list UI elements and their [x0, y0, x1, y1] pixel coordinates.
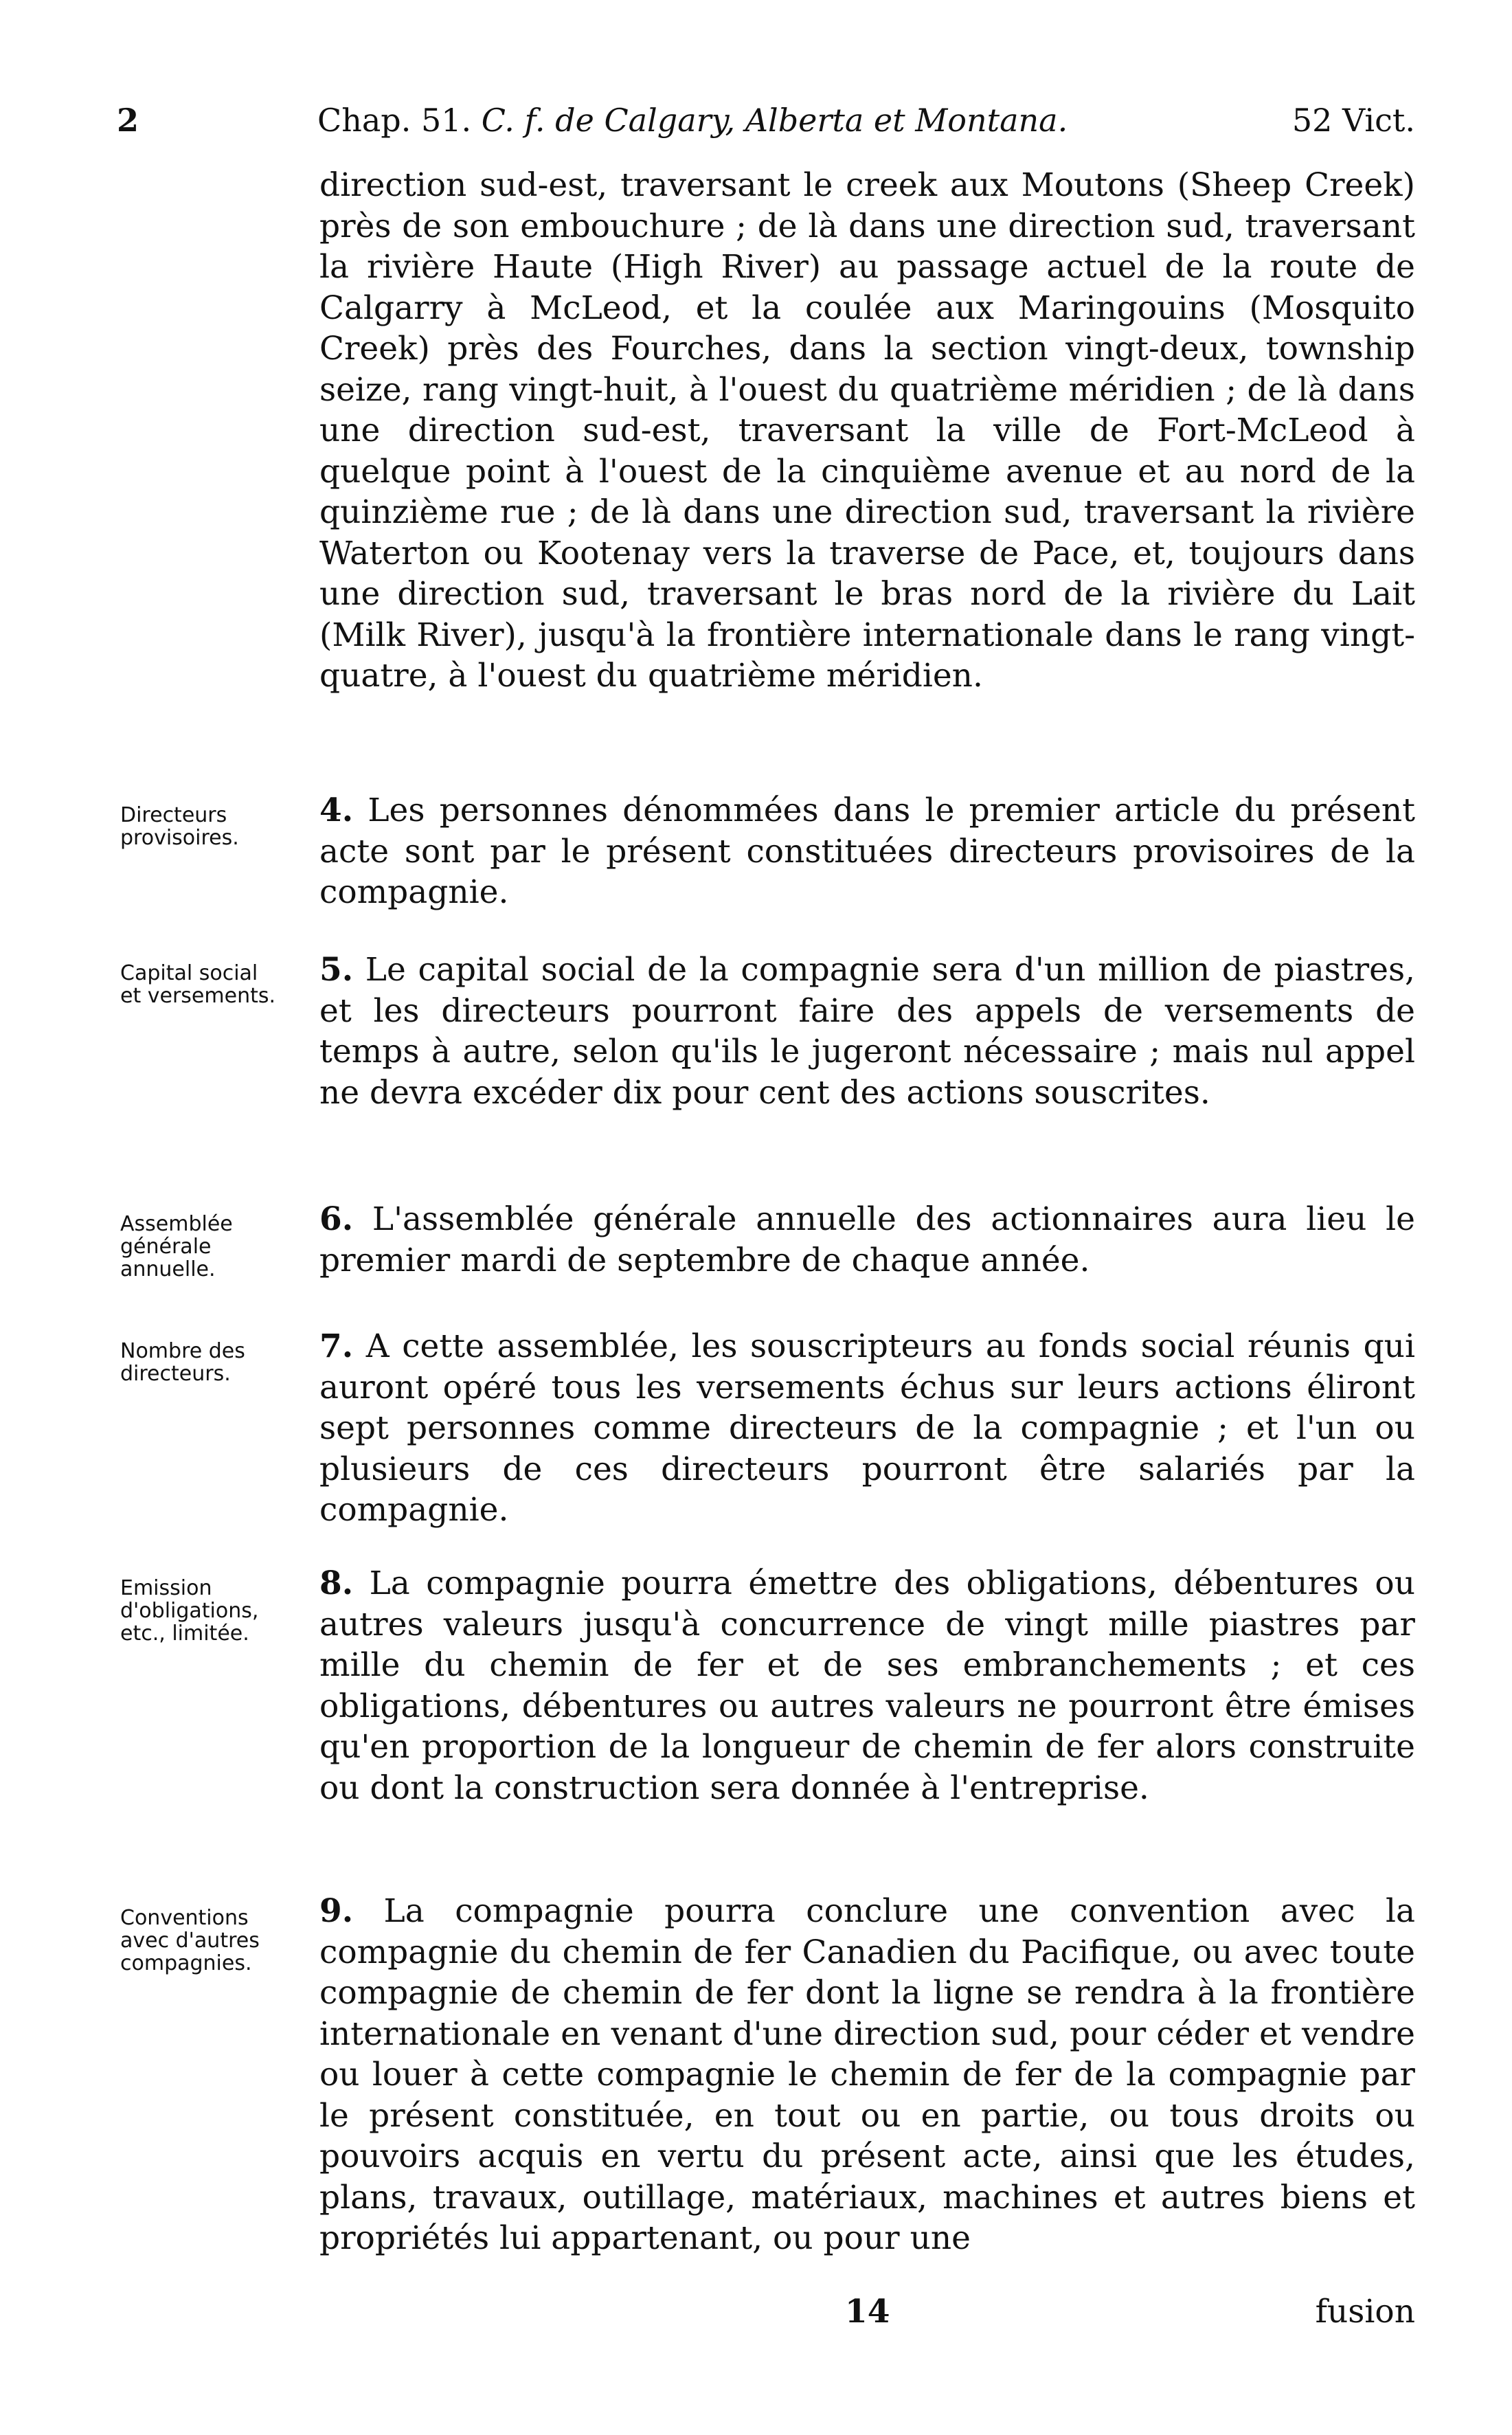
margin-note-assemblee: Assemblée générale annuelle. [120, 1212, 233, 1281]
margin-note-conventions: Conventions avec d'autres compagnies. [120, 1906, 260, 1975]
section-text: L'assemblée générale annuelle des actionnaires aura lieu le premier mardi de septembre de chaque année. [319, 1200, 1415, 1279]
section-text: La compagnie pourra émettre des obligations, débentures ou autres valeurs jusqu'à concurrence de vingt mille piastres par mille du chemin de fer et de ses embranchements ; et ces obligations, débentures ou autres valeurs ne pourront être émises qu'en proportion de la longueur de chemin de fer alors construite ou dont la construction sera donnée à l'entreprise. [319, 1564, 1415, 1807]
section-6 [319, 1199, 1415, 1281]
header-title-line [317, 96, 1068, 144]
page-number: 2 [117, 102, 139, 139]
section-7 [319, 1326, 1415, 1531]
section-text: A cette assemblée, les souscripteurs au fonds social réunis qui auront opéré tous les versements échus sur leurs actions éliront sept personnes comme directeurs de la compagnie ; et l'un ou plusieurs de ces directeurs pourront être salariés par la compagnie. [319, 1327, 1415, 1529]
section-number: 4. [319, 792, 354, 829]
section-text: La compagnie pourra conclure une convention avec la compagnie du chemin de fer Canadien du Pacifique, ou avec toute compagnie de chemin de fer dont la ligne se rendra à la frontière internationale en venant d'une direction sud, pour céder et vendre ou louer à cette compagnie le chemin de fer de la compagnie par le présent constituée, en tout ou en partie, ou tous droits ou pouvoirs acquis en vertu du présent acte, ainsi que les études, plans, travaux, outillage, matériaux, machines et autres biens et propriétés lui appartenant, ou pour une [319, 1892, 1415, 2257]
section-number: 9. [319, 1892, 354, 1930]
page-footer [319, 2291, 1415, 2333]
section-4 [319, 790, 1415, 913]
margin-note-capital: Capital social et versements. [120, 961, 276, 1008]
catchword: fusion [1315, 2293, 1415, 2331]
section-8 [319, 1563, 1415, 1808]
section-number: 5. [319, 951, 354, 989]
running-header [117, 96, 1415, 144]
section-number: 7. [319, 1327, 354, 1365]
section-5 [319, 950, 1415, 1113]
margin-note-directeurs: Directeurs provisoires. [120, 803, 239, 850]
margin-note-emission: Emission d'obligations, etc., limitée. [120, 1576, 259, 1646]
act-title: C. f. de Calgary, Alberta et Montana. [481, 102, 1068, 139]
continuation-paragraph: direction sud-est, traversant le creek aux Moutons (Sheep Creek) près de son embouchure ; de là dans une direction sud, traversant la rivière Haute (High River) au passage actuel de la route de Calgarry à McLeod, et la coulée aux Maringouins (Mosquito Creek) près des Fourches, dans la section vingt-deux, township seize, rang vingt-huit, à l'ouest du quatrième méridien ; de là dans une direction sud-est, traversant la ville de Fort-McLeod à quelque point à l'ouest de la cinquième avenue et au nord de la quinzième rue ; de là dans une direction sud, traversant la rivière Waterton ou Kootenay vers la traverse de Pace, et, toujours dans une direction sud, traversant le bras nord de la rivière du Lait (Milk River), jusqu'à la frontière internationale dans le rang vingt-quatre, à l'ouest du quatrième méridien. [319, 166, 1415, 695]
section-9 [319, 1891, 1415, 2259]
section-number: 8. [319, 1564, 354, 1602]
section-number: 6. [319, 1200, 354, 1238]
signature-mark: 14 [845, 2293, 890, 2331]
section-text: Les personnes dénommées dans le premier article du présent acte sont par le présent constituées directeurs provisoires de la compagnie. [319, 792, 1415, 911]
chapter-label: Chap. 51. [317, 102, 472, 139]
section-text: Le capital social de la compagnie sera d'un million de piastres, et les directeurs pourront faire des appels de versements de temps à autre, selon qu'ils le jugeront nécessaire ; mais nul appel ne devra excéder dix pour cent des actions souscrites. [319, 951, 1415, 1112]
regnal-year: 52 Vict. [1291, 102, 1415, 139]
margin-note-nombre: Nombre des directeurs. [120, 1339, 245, 1386]
